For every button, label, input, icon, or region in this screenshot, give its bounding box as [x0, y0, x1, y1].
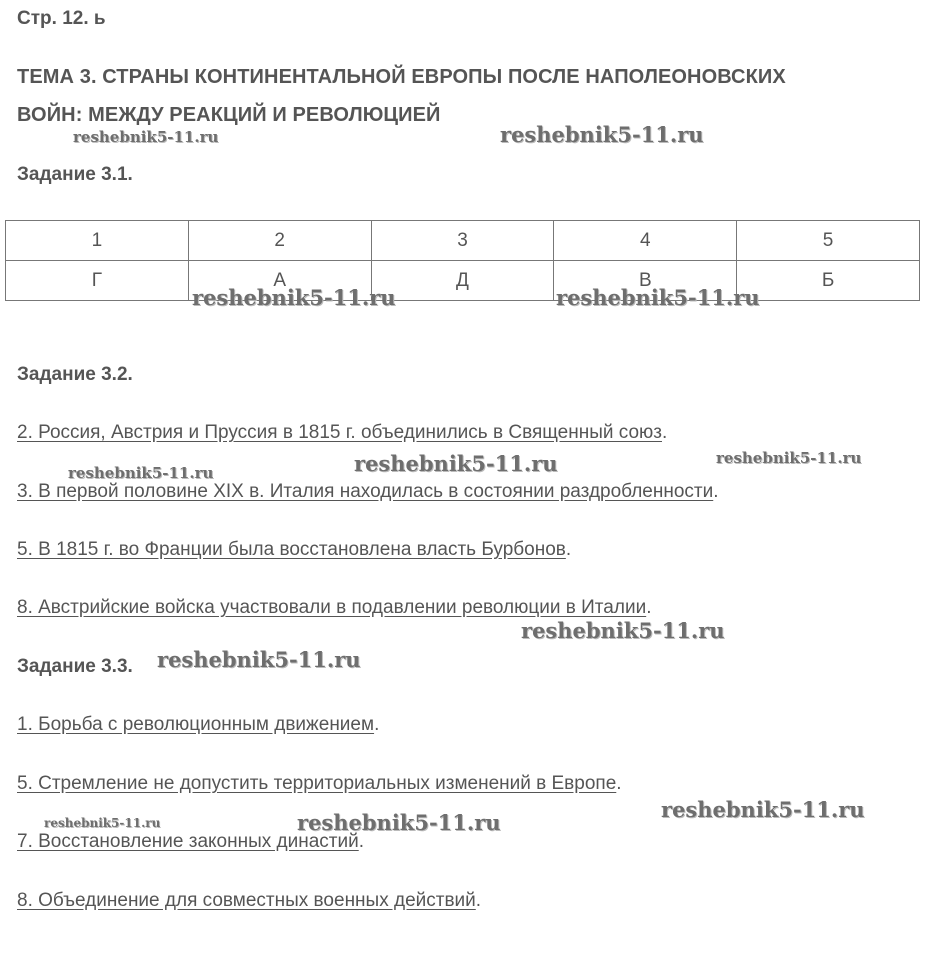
table-cell-number: 5	[737, 221, 920, 261]
answer-item	[17, 539, 571, 561]
answer-text: 8. Объединение для совместных военных действий	[17, 890, 476, 911]
watermark: reshebnik5-11.ru	[521, 618, 725, 643]
table-cell-letter: Д	[371, 261, 554, 301]
watermark: reshebnik5-11.ru	[73, 128, 219, 146]
answer-punctuation: .	[662, 422, 668, 443]
answer-item	[17, 890, 481, 912]
answer-item	[17, 773, 622, 795]
theme-title-line-1: ТЕМА 3. СТРАНЫ КОНТИНЕНТАЛЬНОЙ ЕВРОПЫ ПОСЛЕ НАПОЛЕОНОВСКИХ	[17, 66, 786, 88]
answer-text: 7. Восстановление законных династий	[17, 831, 359, 852]
table-cell-number: 1	[6, 221, 189, 261]
answer-punctuation: .	[646, 597, 652, 618]
answer-text: 3. В первой половине XIX в. Италия находилась в состоянии раздробленности	[17, 481, 714, 502]
task-3-2-heading: Задание 3.2.	[17, 364, 133, 385]
watermark: reshebnik5-11.ru	[500, 122, 704, 147]
answer-item	[17, 481, 719, 503]
answer-text: 2. Россия, Австрия и Пруссия в 1815 г. объединились в Священный союз	[17, 422, 662, 443]
theme-title-line-2: ВОЙН: МЕЖДУ РЕАКЦИЙ И РЕВОЛЮЦИЕЙ	[17, 104, 441, 126]
answer-text: 5. В 1815 г. во Франции была восстановлена власть Бурбонов	[17, 539, 566, 560]
answer-table-letter-row	[6, 261, 920, 301]
table-cell-number: 3	[371, 221, 554, 261]
watermark: reshebnik5-11.ru	[68, 464, 214, 482]
watermark: reshebnik5-11.ru	[157, 647, 361, 672]
answer-item	[17, 714, 379, 736]
answer-punctuation: .	[565, 539, 572, 560]
answer-table	[5, 220, 920, 301]
watermark: reshebnik5-11.ru	[44, 816, 161, 830]
answer-punctuation: .	[616, 773, 622, 794]
watermark: reshebnik5-11.ru	[716, 449, 862, 467]
page-label: Стр. 12. ь	[17, 8, 106, 29]
answer-text: 1. Борьба с революционным движением	[17, 714, 375, 735]
watermark: reshebnik5-11.ru	[354, 451, 558, 476]
answer-punctuation: .	[358, 831, 365, 852]
task-3-1-heading: Задание 3.1.	[17, 164, 133, 185]
answer-punctuation: .	[374, 714, 380, 735]
answer-table-number-row	[6, 221, 920, 261]
watermark: reshebnik5-11.ru	[661, 797, 865, 822]
answer-item	[17, 597, 651, 619]
answer-punctuation: .	[475, 890, 482, 911]
watermark: reshebnik5-11.ru	[297, 810, 501, 835]
table-cell-letter: В	[554, 261, 737, 301]
watermark: reshebnik5-11.ru	[556, 285, 760, 310]
answer-text: 8. Австрийские войска участвовали в подавлении революции в Италии	[17, 597, 647, 618]
table-cell-number: 4	[554, 221, 737, 261]
table-cell-letter: А	[188, 261, 371, 301]
table-cell-letter: Б	[737, 261, 920, 301]
task-3-3-heading: Задание 3.3.	[17, 656, 133, 677]
table-cell-letter: Г	[6, 261, 189, 301]
watermark: reshebnik5-11.ru	[192, 285, 396, 310]
answer-text: 5. Стремление не допустить территориальных изменений в Европе	[17, 773, 617, 794]
table-cell-number: 2	[188, 221, 371, 261]
answer-punctuation: .	[713, 481, 719, 502]
answer-item	[17, 422, 667, 444]
